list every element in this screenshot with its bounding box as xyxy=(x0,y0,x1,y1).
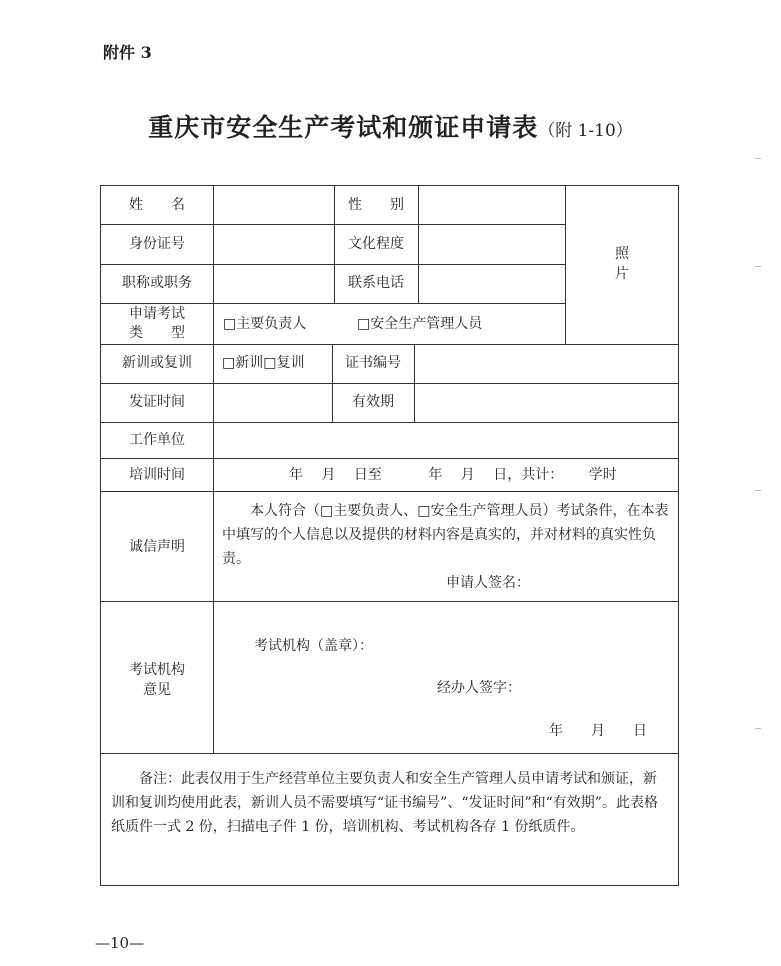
gender-field[interactable] xyxy=(420,190,564,220)
approval-date-line: 年 月 日 xyxy=(549,723,647,739)
exam-org-label: 考试机构 xyxy=(129,662,185,678)
cert-number-label: 证书编号 xyxy=(345,355,401,371)
column-divider xyxy=(414,344,415,422)
training-time-field[interactable]: 年 月 日至 年 月 日，共计： 学时 xyxy=(289,467,617,483)
exam-type-option-principal[interactable]: □主要负责人 xyxy=(223,316,307,332)
row-divider xyxy=(101,753,678,754)
row-divider xyxy=(101,491,678,492)
scan-mark xyxy=(755,266,761,267)
id-number-label: 身份证号 xyxy=(129,236,185,252)
title-main: 重庆市安全生产考试和颁证申请表 xyxy=(148,113,539,142)
integrity-label: 诚信声明 xyxy=(129,539,185,555)
handler-signature-label: 经办人签字： xyxy=(437,680,521,696)
train-type-label: 新训或复训 xyxy=(122,355,192,371)
page-title xyxy=(0,108,781,144)
scan-mark xyxy=(755,158,761,159)
row-divider xyxy=(101,264,565,265)
column-divider xyxy=(213,186,214,753)
integrity-statement: 本人符合（□主要负责人、□安全生产管理人员）考试条件，在本表中填写的个人信息以及提供的材料内容是真实的，并对材料的真实性负责。 xyxy=(222,503,669,567)
id-number-field[interactable] xyxy=(215,228,333,260)
work-unit-field[interactable] xyxy=(215,426,677,456)
exam-type-label: 申请考试 xyxy=(129,306,185,322)
exam-type-option-safety-manager[interactable]: □安全生产管理人员 xyxy=(357,316,483,332)
row-divider xyxy=(101,344,678,345)
cert-number-field[interactable] xyxy=(416,348,676,380)
row-divider xyxy=(101,601,678,602)
photo-label: 片 xyxy=(615,266,629,282)
applicant-signature-label: 申请人签名： xyxy=(446,575,530,591)
issue-date-label: 发证时间 xyxy=(129,394,185,410)
name-field[interactable] xyxy=(215,190,333,220)
exam-type-label: 类 型 xyxy=(129,325,185,341)
validity-field[interactable] xyxy=(416,387,676,419)
training-time-label: 培训时间 xyxy=(129,467,185,483)
gender-label: 性 别 xyxy=(348,197,404,213)
education-field[interactable] xyxy=(420,228,564,260)
row-divider xyxy=(101,224,565,225)
work-unit-label: 工作单位 xyxy=(129,432,185,448)
row-divider xyxy=(101,458,678,459)
name-label: 姓 名 xyxy=(129,197,185,213)
attachment-label: 附件 3 xyxy=(103,43,152,62)
education-label: 文化程度 xyxy=(348,236,404,252)
title-suffix: （附 1-10） xyxy=(538,121,633,141)
scan-mark xyxy=(755,490,761,491)
train-type-options[interactable]: □新训□复训 xyxy=(222,355,305,371)
phone-label: 联系电话 xyxy=(348,275,404,291)
remarks: 备注：此表仅用于生产经营单位主要负责人和安全生产管理人员申请考试和颁证，新训和复训均使用此表，新训人员不需要填写“证书编号”、“发证时间”和“有效期”。此表格纸质件一式 2 份，扫描电子件 1 份，培训机构、考试机构各存 1 份纸质件。 xyxy=(111,771,658,835)
validity-label: 有效期 xyxy=(352,394,394,410)
exam-org-seal-label: 考试机构（盖章）： xyxy=(254,638,373,654)
row-divider xyxy=(101,422,678,423)
page-number: —10— xyxy=(95,934,145,952)
exam-org-label: 意见 xyxy=(143,682,171,698)
scan-mark xyxy=(755,728,761,729)
column-divider xyxy=(418,186,419,303)
row-divider xyxy=(101,383,678,384)
phone-field[interactable] xyxy=(420,268,564,300)
application-form xyxy=(100,185,679,886)
title-position-field[interactable] xyxy=(215,268,333,300)
title-position-label: 职称或职务 xyxy=(122,275,192,291)
photo-label: 照 xyxy=(615,246,629,262)
issue-date-field[interactable] xyxy=(215,387,331,419)
